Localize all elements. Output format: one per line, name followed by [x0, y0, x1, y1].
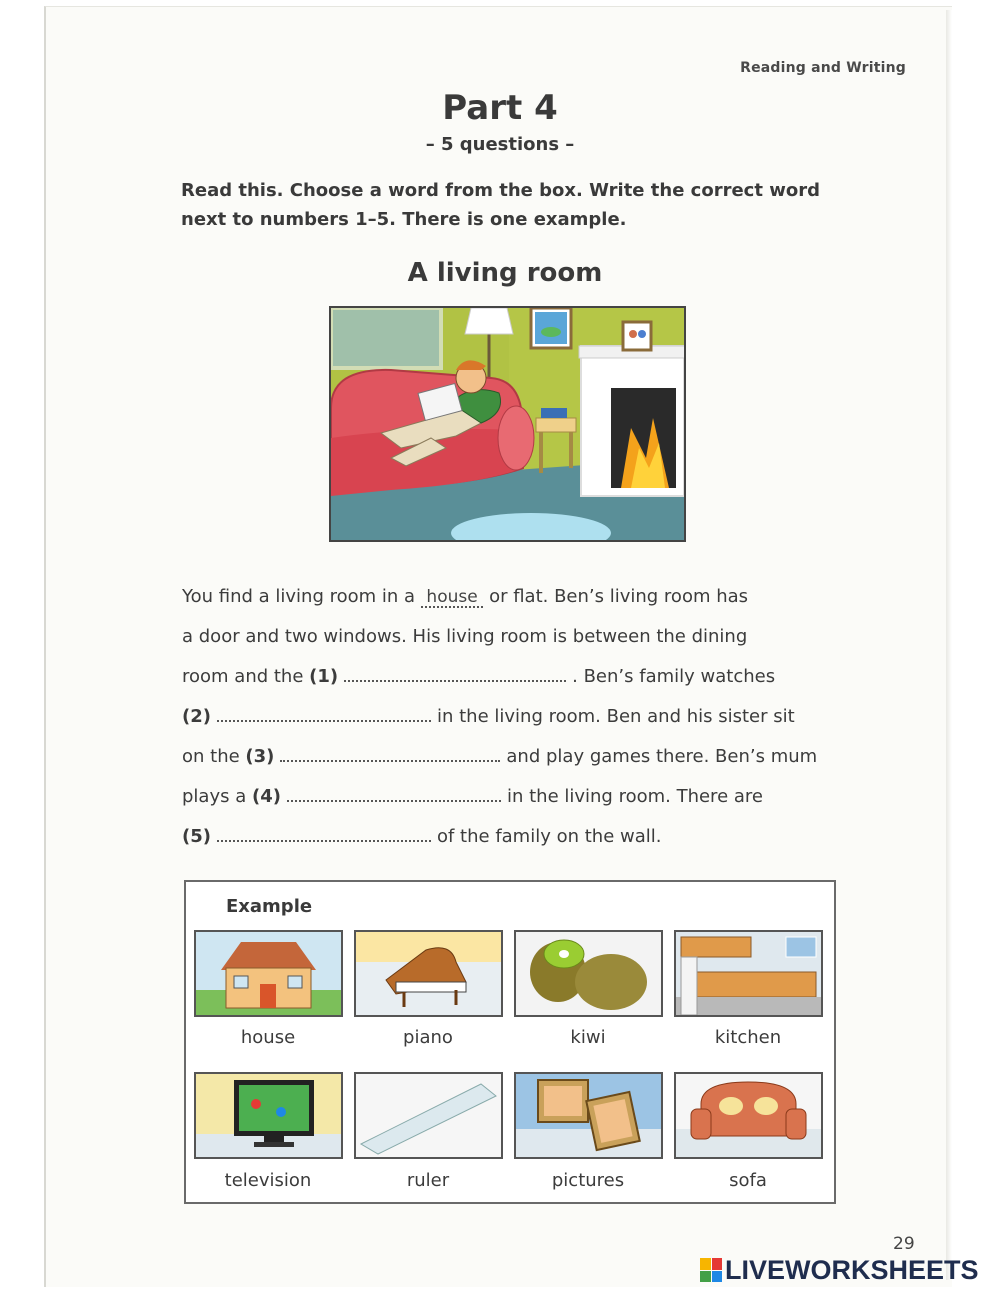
- question-number-5: (5): [182, 826, 211, 847]
- word-sofa: sofa: [729, 1170, 767, 1191]
- story-text-fragment: . Ben’s family watches: [572, 666, 776, 687]
- ruler-picture: [354, 1072, 503, 1159]
- liveworksheets-brand[interactable]: [700, 1255, 979, 1285]
- story-line-6: [182, 780, 862, 820]
- part-title: Part 4: [442, 88, 558, 128]
- living-room-drawing: [331, 308, 684, 540]
- story-text-fragment: and play games there. Ben’s mum: [506, 746, 818, 767]
- kiwi-icon: [516, 932, 661, 1015]
- question-number-3: (3): [245, 746, 275, 767]
- living-room-illustration: [329, 306, 686, 542]
- example-answer: house: [421, 588, 483, 608]
- story-text-fragment: You find a living room in a: [182, 586, 416, 607]
- house-picture: [194, 930, 343, 1017]
- question-number-4: (4): [251, 786, 281, 807]
- kitchen-picture: [674, 930, 823, 1017]
- story-text-fragment: of the family on the wall.: [436, 826, 662, 847]
- story-line-7: [182, 820, 862, 860]
- story-text-fragment: a door and two windows. His living room is between the dining: [182, 626, 748, 647]
- story-text-fragment: on the: [182, 746, 240, 767]
- story-text: [182, 580, 862, 860]
- answer-blank-2[interactable]: [217, 704, 431, 722]
- brand-text: LIVEWORKSHEETS: [725, 1254, 979, 1285]
- page-number: 29: [893, 1234, 915, 1254]
- word-ruler: ruler: [406, 1170, 450, 1191]
- story-text-fragment: or flat. Ben’s living room has: [489, 586, 749, 607]
- story-line-2: [182, 620, 862, 660]
- word-television: television: [224, 1170, 312, 1191]
- question-number-1: (1): [309, 666, 339, 687]
- sofa-picture: [674, 1072, 823, 1159]
- kiwi-picture: [514, 930, 663, 1017]
- word-pictures: pictures: [551, 1170, 625, 1191]
- answer-blank-3[interactable]: [280, 744, 500, 762]
- answer-blank-1[interactable]: [344, 664, 566, 682]
- ruler-icon: [356, 1074, 501, 1157]
- piano-icon: [356, 932, 501, 1015]
- brand-logo-icon: [700, 1258, 722, 1282]
- television-icon: [196, 1074, 341, 1157]
- story-text-fragment: room and the: [182, 666, 304, 687]
- answer-blank-5[interactable]: [217, 824, 431, 842]
- story-line-3: [182, 660, 862, 700]
- story-text-fragment: in the living room. There are: [506, 786, 763, 807]
- answer-blank-4[interactable]: [287, 784, 501, 802]
- question-count: – 5 questions –: [425, 134, 575, 155]
- word-box: [184, 880, 836, 1204]
- sofa-icon: [676, 1074, 821, 1157]
- story-line-5: [182, 740, 862, 780]
- example-label: Example: [226, 896, 313, 917]
- word-piano: piano: [403, 1027, 453, 1048]
- page-edge: [946, 10, 952, 1280]
- story-text-fragment: in the living room. Ben and his sister sit: [436, 706, 795, 727]
- story-line-4: [182, 700, 862, 740]
- word-kiwi: kiwi: [570, 1027, 606, 1048]
- story-text-fragment: plays a: [182, 786, 247, 807]
- pictures-icon: [516, 1074, 661, 1157]
- house-icon: [196, 932, 341, 1015]
- story-title: A living room: [407, 258, 603, 288]
- television-picture: [194, 1072, 343, 1159]
- word-kitchen: kitchen: [714, 1027, 782, 1048]
- piano-picture: [354, 930, 503, 1017]
- pictures-picture: [514, 1072, 663, 1159]
- story-line-1: [182, 580, 862, 620]
- instructions: Read this. Choose a word from the box. Write the correct word next to numbers 1–5. There is one example.: [181, 180, 820, 230]
- section-header: Reading and Writing: [740, 60, 906, 76]
- kitchen-icon: [676, 932, 821, 1015]
- word-house: house: [240, 1027, 296, 1048]
- question-number-2: (2): [182, 706, 211, 727]
